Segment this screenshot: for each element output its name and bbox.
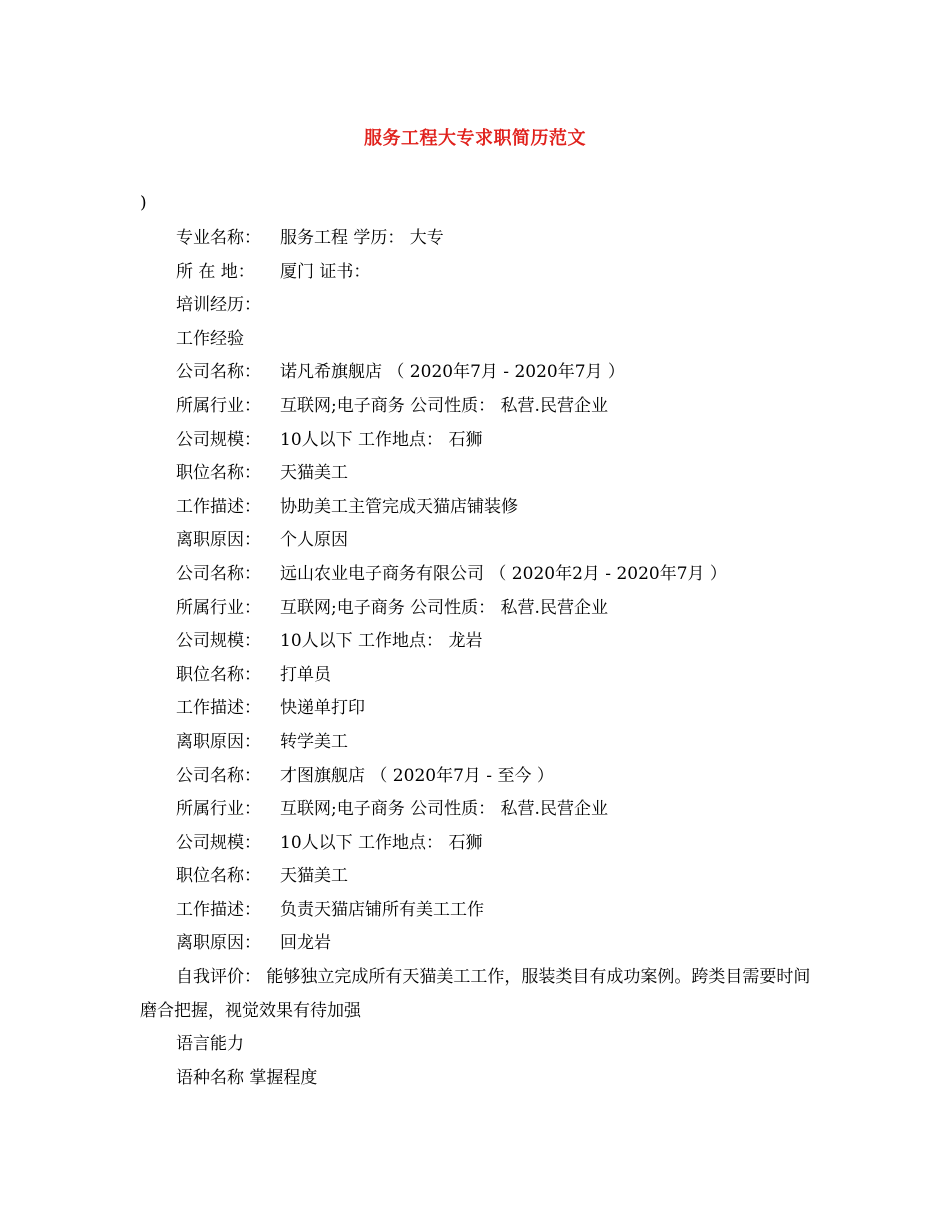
resume-row	[140, 356, 820, 390]
resume-row	[140, 760, 820, 794]
resume-row	[140, 491, 820, 525]
resume-row	[140, 827, 820, 861]
resume-row	[140, 793, 820, 827]
row-value: 转学美工	[280, 731, 348, 752]
row-value: 打单员	[280, 664, 331, 685]
resume-row	[140, 558, 820, 592]
resume-row	[140, 457, 820, 491]
resume-row	[140, 424, 820, 458]
row-label: 公司规模：	[176, 429, 261, 450]
resume-row	[140, 625, 820, 659]
row-value: 快递单打印	[280, 698, 365, 719]
row-label: 专业名称：	[176, 228, 261, 248]
row-label: 工作描述：	[176, 496, 261, 517]
self-evaluation: 自我评价： 能够独立完成所有天猫美工工作，服装类目有成功案例。跨类目需要时间磨合把握，视觉效果有待加强	[140, 967, 811, 1021]
row-value: 才图旗舰店 （ 2020年7月 - 至今 ）	[280, 765, 554, 786]
resume-row	[140, 726, 820, 760]
row-label: 职位名称：	[176, 463, 261, 484]
row-value: 10人以下 工作地点： 龙岩	[280, 631, 483, 652]
row-label: 公司规模：	[176, 832, 261, 853]
row-label: 离职原因：	[176, 731, 261, 752]
row-label: 培训经历：	[176, 295, 261, 316]
row-label: 工作描述：	[176, 698, 261, 719]
row-label: 工作描述：	[176, 899, 261, 920]
resume-row	[140, 256, 820, 290]
resume-row	[140, 927, 820, 961]
resume-row	[140, 524, 820, 558]
resume-body	[140, 222, 820, 1095]
row-value: 互联网;电子商务 公司性质： 私营.民营企业	[280, 597, 608, 618]
row-label: 公司名称：	[176, 362, 261, 383]
row-label: 所属行业：	[176, 597, 261, 618]
row-value: 诺凡希旗舰店 （ 2020年7月 - 2020年7月 ）	[280, 362, 625, 383]
row-value: 服务工程 学历： 大专	[280, 228, 444, 248]
row-value: 10人以下 工作地点： 石狮	[280, 832, 483, 853]
row-label: 所 在 地：	[176, 261, 255, 282]
row-value: 天猫美工	[280, 866, 348, 887]
resume-row	[140, 659, 820, 693]
row-value: 远山农业电子商务有限公司 （ 2020年2月 - 2020年7月 ）	[280, 563, 727, 584]
row-value: 互联网;电子商务 公司性质： 私营.民营企业	[280, 799, 608, 820]
resume-row	[140, 222, 820, 256]
row-label: 所属行业：	[176, 799, 261, 820]
row-value: 回龙岩	[280, 933, 331, 954]
row-label: 公司规模：	[176, 631, 261, 652]
row-label: 职位名称：	[176, 866, 261, 887]
row-value: 天猫美工	[280, 463, 348, 484]
resume-row	[140, 289, 820, 323]
row-label: 离职原因：	[176, 933, 261, 954]
row-label: 离职原因：	[176, 530, 261, 551]
document-title: 服务工程大专求职简历范文	[364, 128, 586, 149]
row-value: 协助美工主管完成天猫店铺装修	[280, 496, 518, 517]
resume-row	[140, 323, 820, 357]
resume-row	[140, 592, 820, 626]
row-value: 厦门 证书：	[280, 261, 371, 282]
lead-char: )	[140, 193, 147, 213]
row-value: 10人以下 工作地点： 石狮	[280, 429, 483, 450]
row-value: 负责天猫店铺所有美工工作	[280, 899, 484, 920]
resume-row	[140, 692, 820, 726]
row-label: 公司名称：	[176, 765, 261, 786]
row-label: 职位名称：	[176, 664, 261, 685]
language-heading: 语言能力	[176, 1034, 244, 1055]
resume-row	[140, 894, 820, 928]
row-value: 个人原因	[280, 530, 348, 551]
row-label: 公司名称：	[176, 563, 261, 584]
resume-rows	[140, 222, 820, 961]
row-label: 工作经验	[176, 328, 244, 349]
resume-row	[140, 390, 820, 424]
row-value: 互联网;电子商务 公司性质： 私营.民营企业	[280, 395, 608, 416]
language-columns: 语种名称 掌握程度	[176, 1067, 318, 1088]
row-label: 所属行业：	[176, 395, 261, 416]
resume-row	[140, 860, 820, 894]
